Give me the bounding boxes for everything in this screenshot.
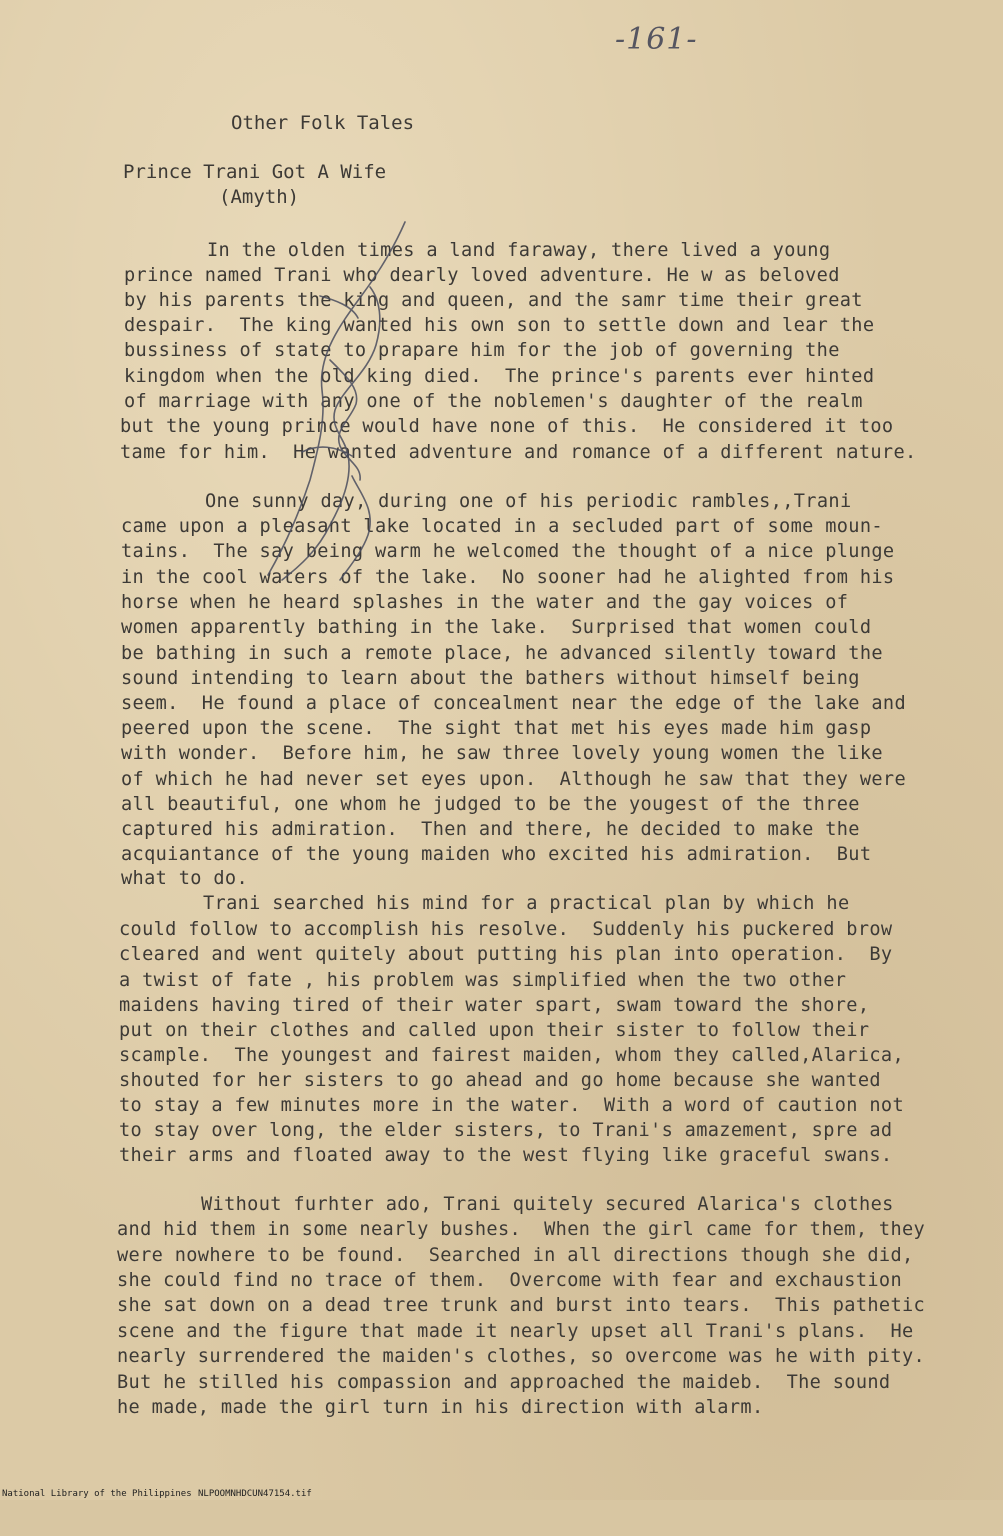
story-title: Prince Trani Got A Wife — [123, 161, 387, 183]
scan-footer — [0, 1488, 1003, 1500]
text-line: Without furhter ado, Trani quitely secured Alarica's clothes — [201, 1194, 894, 1215]
text-line: In the olden times a land faraway, there lived a young — [207, 240, 831, 261]
text-line: maidens having tired of their water spart, swam toward the shore, — [119, 995, 870, 1016]
text-line: their arms and floated away to the west flying like graceful swans. — [119, 1145, 893, 1166]
text-line: sound intending to learn about the bathers without himself being — [121, 668, 860, 689]
text-line: cleared and went quitely about putting his plan into operation. By — [119, 944, 893, 965]
text-line: of which he had never set eyes upon. Although he saw that they were — [121, 769, 907, 790]
text-line: captured his admiration. Then and there, he decided to make the — [121, 819, 860, 840]
text-line: what to do. — [121, 868, 248, 889]
text-line: but the young prince would have none of this. He considered it too — [120, 416, 894, 437]
text-line: kingdom when the old king died. The prince's parents ever hinted — [124, 366, 875, 387]
text-line: a twist of fate , his problem was simplified when the two other — [119, 970, 847, 991]
text-line: bussiness of state to prapare him for the job of governing the — [124, 340, 840, 361]
text-line: he made, made the girl turn in his direction with alarm. — [117, 1397, 764, 1418]
text-line: by his parents the king and queen, and the samr time their great — [124, 290, 863, 311]
text-line: One sunny day, during one of his periodic rambles,,Trani — [205, 491, 852, 512]
section-heading: Other Folk Tales — [231, 112, 415, 134]
page-number: -161- — [615, 22, 698, 57]
story-subtitle: (Amyth) — [219, 186, 300, 208]
text-line: and hid them in some nearly bushes. When the girl came for them, they — [117, 1219, 926, 1240]
text-line: acquiantance of the young maiden who excited his admiration. But — [121, 844, 872, 865]
text-line: shouted for her sisters to go ahead and go home because she wanted — [119, 1070, 881, 1091]
text-line: tame for him. He wanted adventure and romance of a different nature. — [120, 442, 917, 463]
text-line: in the cool waters of the lake. No sooner had he alighted from his — [121, 567, 895, 588]
text-line: horse when he heard splashes in the water and the gay voices of — [121, 592, 849, 613]
text-line: prince named Trani who dearly loved adventure. He w as beloved — [124, 265, 840, 286]
text-line: of marriage with any one of the noblemen's daughter of the realm — [124, 391, 863, 412]
text-line: women apparently bathing in the lake. Surprised that women could — [121, 617, 872, 638]
text-line: But he stilled his compassion and approached the maideb. The sound — [117, 1372, 891, 1393]
text-line: with wonder. Before him, he saw three lovely young women the like — [121, 743, 883, 764]
text-line: peered upon the scene. The sight that met his eyes made him gasp — [121, 718, 872, 739]
text-line: to stay a few minutes more in the water. With a word of caution not — [119, 1095, 905, 1116]
footer-filename: NLPOOMNHDCUN47154.tif — [198, 1489, 312, 1499]
text-line: to stay over long, the elder sisters, to Trani's amazement, spre ad — [119, 1120, 893, 1141]
text-line: tains. The say being warm he welcomed the thought of a nice plunge — [121, 541, 895, 562]
text-line: all beautiful, one whom he judged to be the yougest of the three — [121, 794, 860, 815]
text-line: scample. The youngest and fairest maiden, whom they called,Alarica, — [119, 1045, 905, 1066]
text-line: seem. He found a place of concealment near the edge of the lake and — [121, 693, 907, 714]
text-line: could follow to accomplish his resolve. Suddenly his puckered brow — [119, 919, 893, 940]
footer-institution: National Library of the Philippines — [2, 1489, 192, 1499]
text-line: despair. The king wanted his own son to settle down and lear the — [124, 315, 875, 336]
text-line: were nowhere to be found. Searched in all directions though she did, — [117, 1245, 914, 1266]
text-line: Trani searched his mind for a practical plan by which he — [203, 893, 850, 914]
text-line: nearly surrendered the maiden's clothes, so overcome was he with pity. — [117, 1346, 926, 1367]
text-line: she could find no trace of them. Overcome with fear and exchaustion — [117, 1270, 903, 1291]
text-line: put on their clothes and called upon their sister to follow their — [119, 1020, 870, 1041]
text-line: be bathing in such a remote place, he advanced silently toward the — [121, 643, 883, 664]
text-line: came upon a pleasant lake located in a secluded part of some moun- — [121, 516, 883, 537]
text-line: she sat down on a dead tree trunk and burst into tears. This pathetic — [117, 1295, 926, 1316]
text-line: scene and the figure that made it nearly upset all Trani's plans. He — [117, 1321, 914, 1342]
